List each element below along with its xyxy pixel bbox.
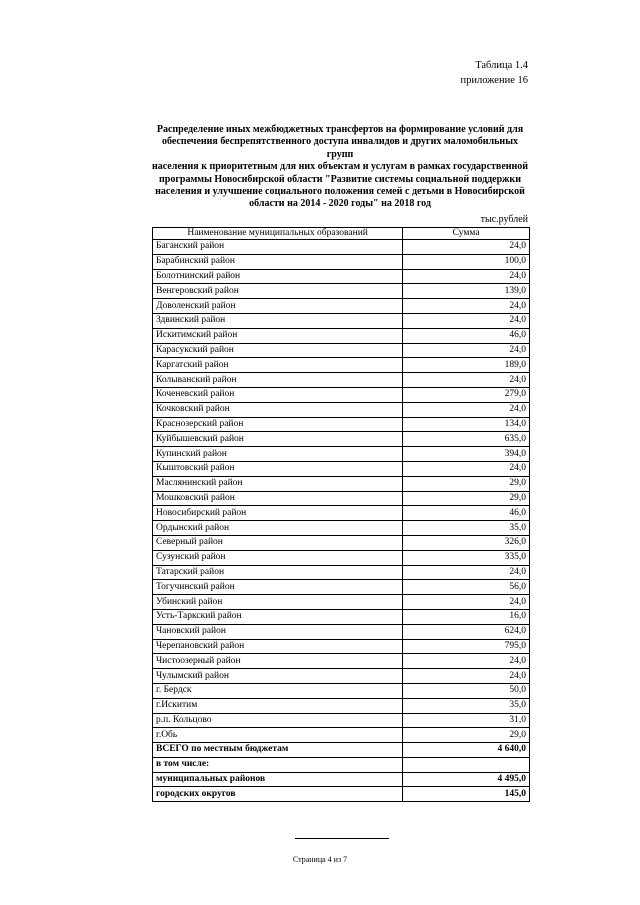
amount-cell: 29,0 xyxy=(403,491,530,506)
amount-cell: 189,0 xyxy=(403,358,530,373)
amount-cell: 635,0 xyxy=(403,432,530,447)
table-row xyxy=(153,476,530,491)
table-row xyxy=(153,698,530,713)
municipality-name-cell: Кочковский район xyxy=(153,402,403,417)
table-row xyxy=(153,387,530,402)
municipality-name-cell: Убинский район xyxy=(153,595,403,610)
table-row xyxy=(153,343,530,358)
municipality-name-cell: Усть-Таркский район xyxy=(153,609,403,624)
municipality-name-cell: Сузунский район xyxy=(153,550,403,565)
table-row xyxy=(153,373,530,388)
amount-cell: 100,0 xyxy=(403,254,530,269)
table-row xyxy=(153,669,530,684)
amount-cell: 24,0 xyxy=(403,565,530,580)
municipality-name-cell: Баганский район xyxy=(153,240,403,255)
table-row xyxy=(153,313,530,328)
column-header-name: Наименование муниципальных образований xyxy=(153,228,403,240)
amount-cell: 29,0 xyxy=(403,476,530,491)
amount-cell: 35,0 xyxy=(403,698,530,713)
amount-cell: 24,0 xyxy=(403,240,530,255)
municipality-name-cell: Коченевский район xyxy=(153,387,403,402)
municipality-name-cell: муниципальных районов xyxy=(153,772,403,787)
amount-cell: 24,0 xyxy=(403,402,530,417)
including-row xyxy=(153,757,530,772)
municipality-name-cell: Ордынский район xyxy=(153,521,403,536)
municipality-name-cell: Новосибирский район xyxy=(153,506,403,521)
amount-cell: 24,0 xyxy=(403,461,530,476)
amount-cell: 24,0 xyxy=(403,269,530,284)
amount-cell: 46,0 xyxy=(403,328,530,343)
amount-cell xyxy=(403,757,530,772)
amount-cell: 24,0 xyxy=(403,299,530,314)
municipality-name-cell: Колыванский район xyxy=(153,373,403,388)
municipality-name-cell: Карасукский район xyxy=(153,343,403,358)
table-header-row xyxy=(153,228,530,240)
municipality-name-cell: Болотнинский район xyxy=(153,269,403,284)
table-row xyxy=(153,328,530,343)
amount-cell: 624,0 xyxy=(403,624,530,639)
amount-cell: 24,0 xyxy=(403,313,530,328)
table-row xyxy=(153,417,530,432)
municipality-name-cell: Чистоозерный район xyxy=(153,654,403,669)
title-line: Распределение иных межбюджетных трансфертов на формирование условий для xyxy=(156,124,524,135)
allocation-table xyxy=(152,227,530,802)
municipality-name-cell: Черепановский район xyxy=(153,639,403,654)
table-row xyxy=(153,639,530,654)
amount-cell: 326,0 xyxy=(403,535,530,550)
municipality-name-cell: Купинский район xyxy=(153,447,403,462)
table-reference: Таблица 1.4 xyxy=(475,60,528,71)
amount-cell: 35,0 xyxy=(403,521,530,536)
unit-label: тыс.рублей xyxy=(480,214,528,225)
municipality-name-cell: Северный район xyxy=(153,535,403,550)
municipality-name-cell: Доволенский район xyxy=(153,299,403,314)
amount-cell: 4 640,0 xyxy=(403,743,530,758)
municipality-name-cell: в том числе: xyxy=(153,757,403,772)
municipality-name-cell: Венгеровский район xyxy=(153,284,403,299)
amount-cell: 4 495,0 xyxy=(403,772,530,787)
municipality-name-cell: г.Обь xyxy=(153,728,403,743)
municipality-name-cell: Тогучинский район xyxy=(153,580,403,595)
municipality-name-cell: Татарский район xyxy=(153,565,403,580)
amount-cell: 394,0 xyxy=(403,447,530,462)
municipality-name-cell: г.Искитим xyxy=(153,698,403,713)
municipality-name-cell: Мошковский район xyxy=(153,491,403,506)
amount-cell: 16,0 xyxy=(403,609,530,624)
table-row xyxy=(153,432,530,447)
table-row xyxy=(153,580,530,595)
table-row xyxy=(153,299,530,314)
municipality-name-cell: Маслянинский район xyxy=(153,476,403,491)
amount-cell: 56,0 xyxy=(403,580,530,595)
municipality-name-cell: Чановский район xyxy=(153,624,403,639)
municipality-name-cell: ВСЕГО по местным бюджетам xyxy=(153,743,403,758)
municipality-name-cell: Здвинский район xyxy=(153,313,403,328)
municipality-name-cell: Куйбышевский район xyxy=(153,432,403,447)
table-row xyxy=(153,506,530,521)
appendix-reference: приложение 16 xyxy=(460,75,528,86)
table-row xyxy=(153,654,530,669)
title-line: населения к приоритетным для них объектам и услугам в рамках государственной xyxy=(151,161,529,173)
amount-cell: 31,0 xyxy=(403,713,530,728)
total-row xyxy=(153,743,530,758)
municipality-name-cell: Кыштовский район xyxy=(153,461,403,476)
amount-cell: 24,0 xyxy=(403,595,530,610)
amount-cell: 145,0 xyxy=(403,787,530,802)
table-row xyxy=(153,269,530,284)
table-row xyxy=(153,461,530,476)
table-row xyxy=(153,358,530,373)
amount-cell: 335,0 xyxy=(403,550,530,565)
table-row xyxy=(153,254,530,269)
municipality-name-cell: Краснозерский район xyxy=(153,417,403,432)
amount-cell: 24,0 xyxy=(403,373,530,388)
table-row xyxy=(153,609,530,624)
municipality-name-cell: г. Бердск xyxy=(153,683,403,698)
title-line: населения и улучшение социального положения семей с детьми в Новосибирской xyxy=(155,186,525,198)
municipality-name-cell: р.п. Кольцово xyxy=(153,713,403,728)
table-row xyxy=(153,240,530,255)
amount-cell: 24,0 xyxy=(403,343,530,358)
title-line: обеспечения беспрепятственного доступа инвалидов и других маломобильных групп xyxy=(161,136,518,160)
table-row xyxy=(153,535,530,550)
amount-cell: 279,0 xyxy=(403,387,530,402)
amount-cell: 795,0 xyxy=(403,639,530,654)
amount-cell: 139,0 xyxy=(403,284,530,299)
subtotal-row xyxy=(153,772,530,787)
title-line: области на 2014 - 2020 годы" на 2018 год xyxy=(249,198,431,210)
subtotal-row xyxy=(153,787,530,802)
table-row xyxy=(153,284,530,299)
column-header-sum: Сумма xyxy=(403,228,530,240)
footer-divider xyxy=(295,838,389,839)
municipality-name-cell: Каргатский район xyxy=(153,358,403,373)
municipality-name-cell: Чулымский район xyxy=(153,669,403,684)
amount-cell: 24,0 xyxy=(403,654,530,669)
table-body xyxy=(153,240,530,802)
municipality-name-cell: городских округов xyxy=(153,787,403,802)
table-row xyxy=(153,550,530,565)
table-row xyxy=(153,521,530,536)
page-number: Страница 4 из 7 xyxy=(292,855,348,864)
document-title xyxy=(150,124,530,211)
amount-cell: 50,0 xyxy=(403,683,530,698)
table-row xyxy=(153,624,530,639)
amount-cell: 134,0 xyxy=(403,417,530,432)
amount-cell: 29,0 xyxy=(403,728,530,743)
table-row xyxy=(153,565,530,580)
amount-cell: 24,0 xyxy=(403,669,530,684)
municipality-name-cell: Барабинский район xyxy=(153,254,403,269)
table-row xyxy=(153,683,530,698)
table-row xyxy=(153,491,530,506)
table-row xyxy=(153,713,530,728)
municipality-name-cell: Искитимский район xyxy=(153,328,403,343)
title-line: программы Новосибирской области "Развитие системы социальной поддержки xyxy=(159,173,521,185)
table-row xyxy=(153,728,530,743)
table-row xyxy=(153,595,530,610)
table-row xyxy=(153,447,530,462)
amount-cell: 46,0 xyxy=(403,506,530,521)
table-row xyxy=(153,402,530,417)
